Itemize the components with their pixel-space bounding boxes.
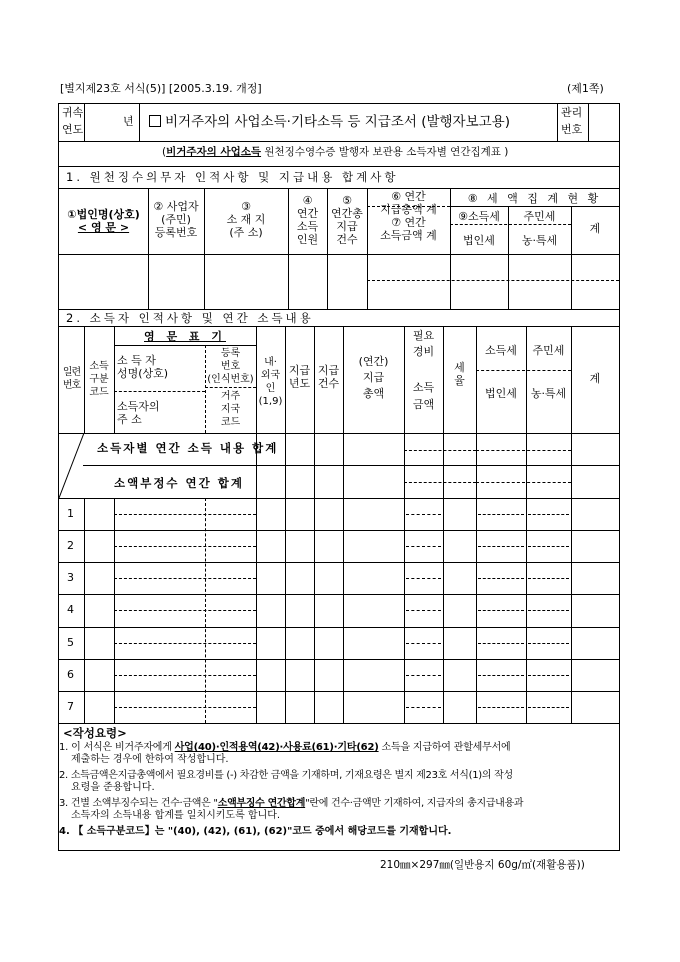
s2-col-reg: 등록 번호 (인식번호) — [207, 348, 254, 385]
s2-col-serial: 일련 번호 — [62, 367, 81, 391]
sum-label: 소득자별 연간 소득 내용 합계 — [97, 441, 279, 455]
s1-col-4: ④ 연간 소득 인원 — [296, 194, 319, 246]
cell-dashed-line — [528, 578, 569, 579]
cell-dashed-line — [528, 707, 569, 708]
cell-dashed-line — [406, 610, 441, 611]
note-4: 4. 【 소득구분코드】는 "(40), (42), (61), (62)"코드 중에서 해당코드를 기재합니다. — [59, 826, 452, 837]
row-dashed-line — [114, 546, 256, 547]
s1-col-res-b: 농·특세 — [521, 234, 558, 247]
small-label: 소액부정수 연간 합계 — [114, 476, 244, 490]
section2-title: 2. 소득자 인적사항 및 연간 소득내용 — [66, 311, 314, 325]
s2-col-count: 지급 건수 — [317, 364, 340, 390]
summary-dashed-line — [476, 482, 571, 483]
summary-dashed-line — [404, 482, 476, 483]
s2-col-name: 소 득 자 성명(상호) — [117, 354, 169, 380]
diagonal-line — [59, 433, 85, 498]
note-1: 1. 이 서식은 비거주자에게 사업(40)·인적용역(42)·사용료(61)·기타(62) 소득을 지급하여 관할세무서에 — [59, 742, 511, 753]
summary-dashed-line — [476, 450, 571, 451]
row-dashed-line — [114, 578, 256, 579]
paper-spec: 210㎜×297㎜(일반용지 60g/㎡(재활용품)) — [380, 859, 585, 871]
s2-col-country: 거주 지국 코드 — [220, 391, 241, 428]
s2-col-total: 계 — [589, 372, 601, 385]
page-number: (제1쪽) — [567, 82, 604, 95]
s2-col-tax2b: 농·특세 — [530, 387, 567, 400]
row-number: 7 — [67, 700, 74, 713]
s1-col-addr: ③ 소 재 지 (주 소) — [226, 200, 266, 239]
cell-dashed-line — [406, 707, 441, 708]
s2-col-exp: 필요 경비 — [412, 329, 435, 358]
cell-dashed-line — [528, 675, 569, 676]
row-divider — [59, 627, 619, 628]
note-3-cont: 소득자의 소득내용 합계를 일치시키도록 합니다. — [71, 810, 281, 821]
s2-col-tax2: 주민세 — [532, 344, 565, 357]
row-divider — [59, 691, 619, 692]
cell-dashed-line — [478, 610, 524, 611]
cell-dashed-line — [528, 610, 569, 611]
s1-col-9b: 법인세 — [463, 234, 495, 247]
year-suffix: 년 — [123, 115, 134, 128]
s1-col-5: ⑤ 연간총 지급 건수 — [331, 194, 363, 246]
cell-dashed-line — [478, 546, 524, 547]
summary-dashed-line — [404, 450, 476, 451]
cell-dashed-line — [478, 578, 524, 579]
s1-col-biz: ② 사업자 (주민) 등록번호 — [153, 200, 199, 239]
row-dashed-line — [114, 707, 256, 708]
row-number: 3 — [67, 571, 74, 584]
row-divider — [59, 594, 619, 595]
row-number: 2 — [67, 539, 74, 552]
row-dashed-line — [114, 514, 256, 515]
row-dashed-line — [114, 675, 256, 676]
row-dashed-line — [114, 643, 256, 644]
s2-col-income: 소득 금액 — [412, 381, 435, 411]
section1-title: 1. 원천징수의무자 인적사항 및 지급내용 합계사항 — [66, 170, 399, 184]
cell-dashed-line — [478, 514, 524, 515]
cell-dashed-line — [406, 675, 441, 676]
note-3: 3. 건별 소액부징수되는 건수·금액은 "소액부징수 연간합계"란에 건수·금액만 기재하여, 지급자의 총지급내용과 — [59, 798, 524, 809]
row-number: 1 — [67, 507, 74, 520]
s2-col-rate: 세 율 — [454, 361, 465, 387]
s2-col-tax1b: 법인세 — [485, 387, 517, 400]
s2-col-addr: 소득자의 주 소 — [117, 400, 160, 426]
cell-dashed-line — [478, 643, 524, 644]
s2-col-foreign: 내· 외국 인 (1,9) — [258, 357, 283, 407]
s2-col-year: 지급 년도 — [288, 364, 311, 390]
mgmt-label-2: 번호 — [561, 123, 583, 136]
notes-title: <작성요령> — [63, 726, 127, 740]
year-label: 귀속 — [62, 106, 84, 119]
s2-col-tax1: 소득세 — [485, 344, 517, 357]
year-label-2: 연도 — [62, 123, 84, 136]
form-subtitle: (비거주자의 사업소득 원천징수영수증 발행자 보관용 소득자별 연간집계표 ) — [162, 146, 509, 158]
row-dashed-line — [114, 610, 256, 611]
row-divider — [59, 530, 619, 531]
cell-dashed-line — [406, 643, 441, 644]
report-form — [58, 103, 620, 851]
note-2-cont: 요령을 준용합니다. — [71, 782, 155, 793]
note-1-cont: 제출하는 경우에 한하여 작성합니다. — [71, 754, 229, 765]
form-title: 비거주자의 사업소득·기타소득 등 지급조서 (발행자보고용) — [149, 115, 510, 130]
mgmt-label: 관리 — [561, 106, 583, 119]
s1-col-7: ⑦ 연간 소득금액 계 — [380, 216, 437, 242]
s1-col-name: ①법인명(상호) < 영 문 > — [67, 208, 140, 234]
s2-col-eng: 영 문 표 기 — [144, 330, 226, 343]
s1-col-res: 주민세 — [523, 210, 556, 223]
cell-dashed-line — [528, 546, 569, 547]
checkbox-icon[interactable] — [149, 115, 161, 127]
s1-col-9: ⑨소득세 — [458, 210, 500, 223]
row-number: 5 — [67, 636, 74, 649]
s2-col-annual: (연간) 지급 총액 — [358, 355, 389, 400]
cell-dashed-line — [478, 707, 524, 708]
row-number: 4 — [67, 603, 74, 616]
s1-col-6: ⑥ 연간 지급총액 계 — [380, 190, 437, 216]
s1-col-total: 계 — [589, 222, 601, 235]
row-divider — [59, 562, 619, 563]
cell-dashed-line — [478, 675, 524, 676]
cell-dashed-line — [406, 578, 441, 579]
cell-dashed-line — [528, 514, 569, 515]
form-reference: [별지제23호 서식(5)] [2005.3.19. 개정] — [60, 82, 262, 95]
cell-dashed-line — [406, 546, 441, 547]
s2-col-code: 소득 구분 코드 — [89, 361, 109, 398]
row-divider — [59, 659, 619, 660]
cell-dashed-line — [528, 643, 569, 644]
cell-dashed-line — [406, 514, 441, 515]
s1-col-8: ⑧ 세 액 집 계 현 황 — [467, 192, 602, 205]
row-number: 6 — [67, 668, 74, 681]
note-2: 2. 소득금액은지급총액에서 필요경비를 (-) 차감한 금액을 기재하며, 기재요령은 별지 제23호 서식(1)의 작성 — [59, 770, 513, 781]
